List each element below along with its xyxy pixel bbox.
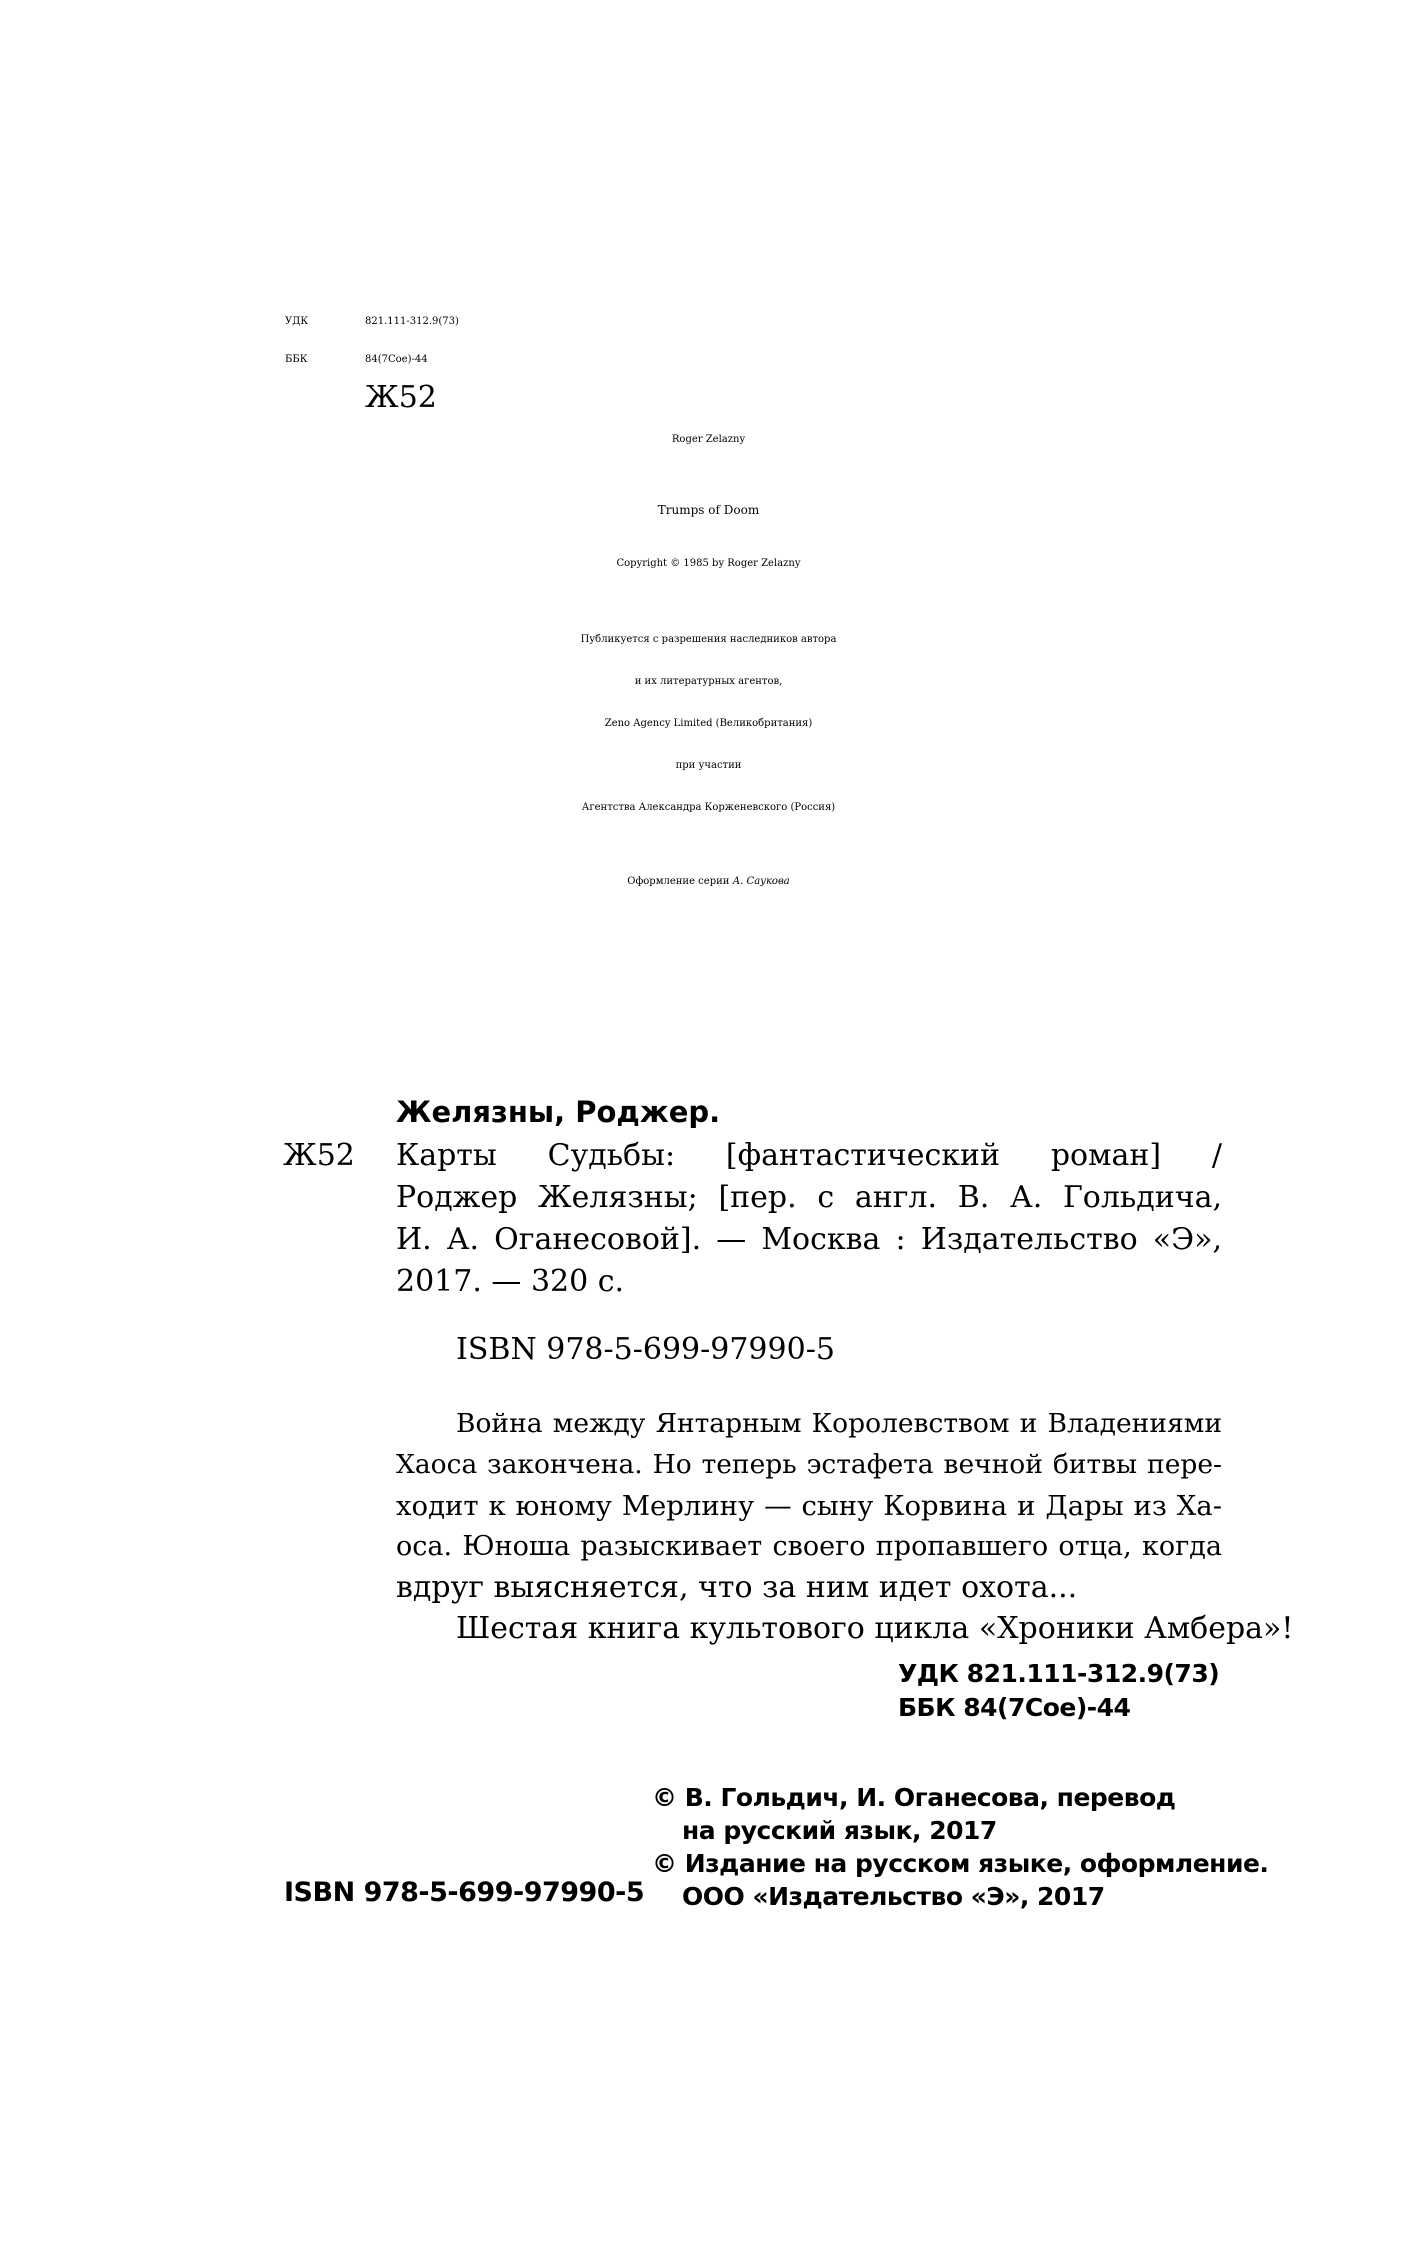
permission-line-1: Публикуется с разрешения наследников автора (580, 634, 837, 645)
annotation-line-5: вдруг выясняется, что за ним идет охота... (396, 1570, 1078, 1605)
rights-edition-line-2: ООО «Издательство «Э», 2017 (682, 1882, 1105, 1911)
footer-bbk: ББК 84(7Сое)-44 (898, 1693, 1131, 1722)
permission-line-5: Агентства Александра Корженевского (Россия) (581, 802, 836, 813)
original-author: Roger Zelazny (671, 434, 746, 445)
catalog-heading: Желязны, Роджер. (396, 1095, 721, 1129)
permission-line-4: при участии (675, 760, 742, 771)
catalog-line-2: Роджер Желязны; [пер. с англ. В. А. Гольдича, (396, 1180, 1222, 1215)
rights-isbn: ISBN 978-5-699-97990-5 (284, 1877, 645, 1908)
catalog-line-3: И. А. Оганесовой]. — Москва : Издательство «Э», (396, 1222, 1222, 1257)
permission-line-2: и их литературных агентов, (634, 676, 783, 687)
series-design-prefix: Оформление серии (627, 876, 733, 887)
original-title: Trumps of Doom (657, 503, 760, 517)
annotation-line-4: оса. Юноша разыскивает своего пропавшего отца, когда (396, 1531, 1222, 1562)
permission-line-3: Zeno Agency Limited (Великобритания) (604, 718, 813, 729)
catalog-line-4: 2017. — 320 с. (396, 1264, 625, 1299)
bbk-label: ББК (285, 354, 308, 365)
annotation-line-3: ходит к юному Мерлину — сыну Корвина и Дары из Ха- (396, 1490, 1222, 1522)
annotation-line-6: Шестая книга культового цикла «Хроники Амбера»! (456, 1611, 1294, 1646)
series-designer: А. Саукова (732, 876, 790, 887)
bbk-value: 84(7Сое)-44 (365, 354, 428, 365)
catalog-isbn: ISBN 978-5-699-97990-5 (456, 1332, 835, 1367)
footer-udk: УДК 821.111-312.9(73) (898, 1659, 1220, 1688)
annotation-line-2: Хаоса закончена. Но теперь эстафета вечной битвы пере- (396, 1449, 1222, 1480)
series-design (0, 862, 1417, 902)
annotation-line-1: Война между Янтарным Королевством и Владениями (456, 1408, 1222, 1439)
catalog-mark: Ж52 (283, 1138, 355, 1173)
rights-edition-line-1: © Издание на русском языке, оформление. (652, 1849, 1269, 1878)
author-mark: Ж52 (365, 380, 437, 415)
catalog-line-1: Карты Судьбы: [фантастический роман] / (396, 1138, 1222, 1173)
udk-label: УДК (285, 316, 309, 327)
rights-translation-line-1: © В. Гольдич, И. Оганесова, перевод (652, 1783, 1176, 1812)
original-copyright: Copyright © 1985 by Roger Zelazny (616, 558, 801, 569)
rights-translation-line-2: на русский язык, 2017 (682, 1816, 997, 1845)
udk-value: 821.111-312.9(73) (365, 316, 459, 327)
